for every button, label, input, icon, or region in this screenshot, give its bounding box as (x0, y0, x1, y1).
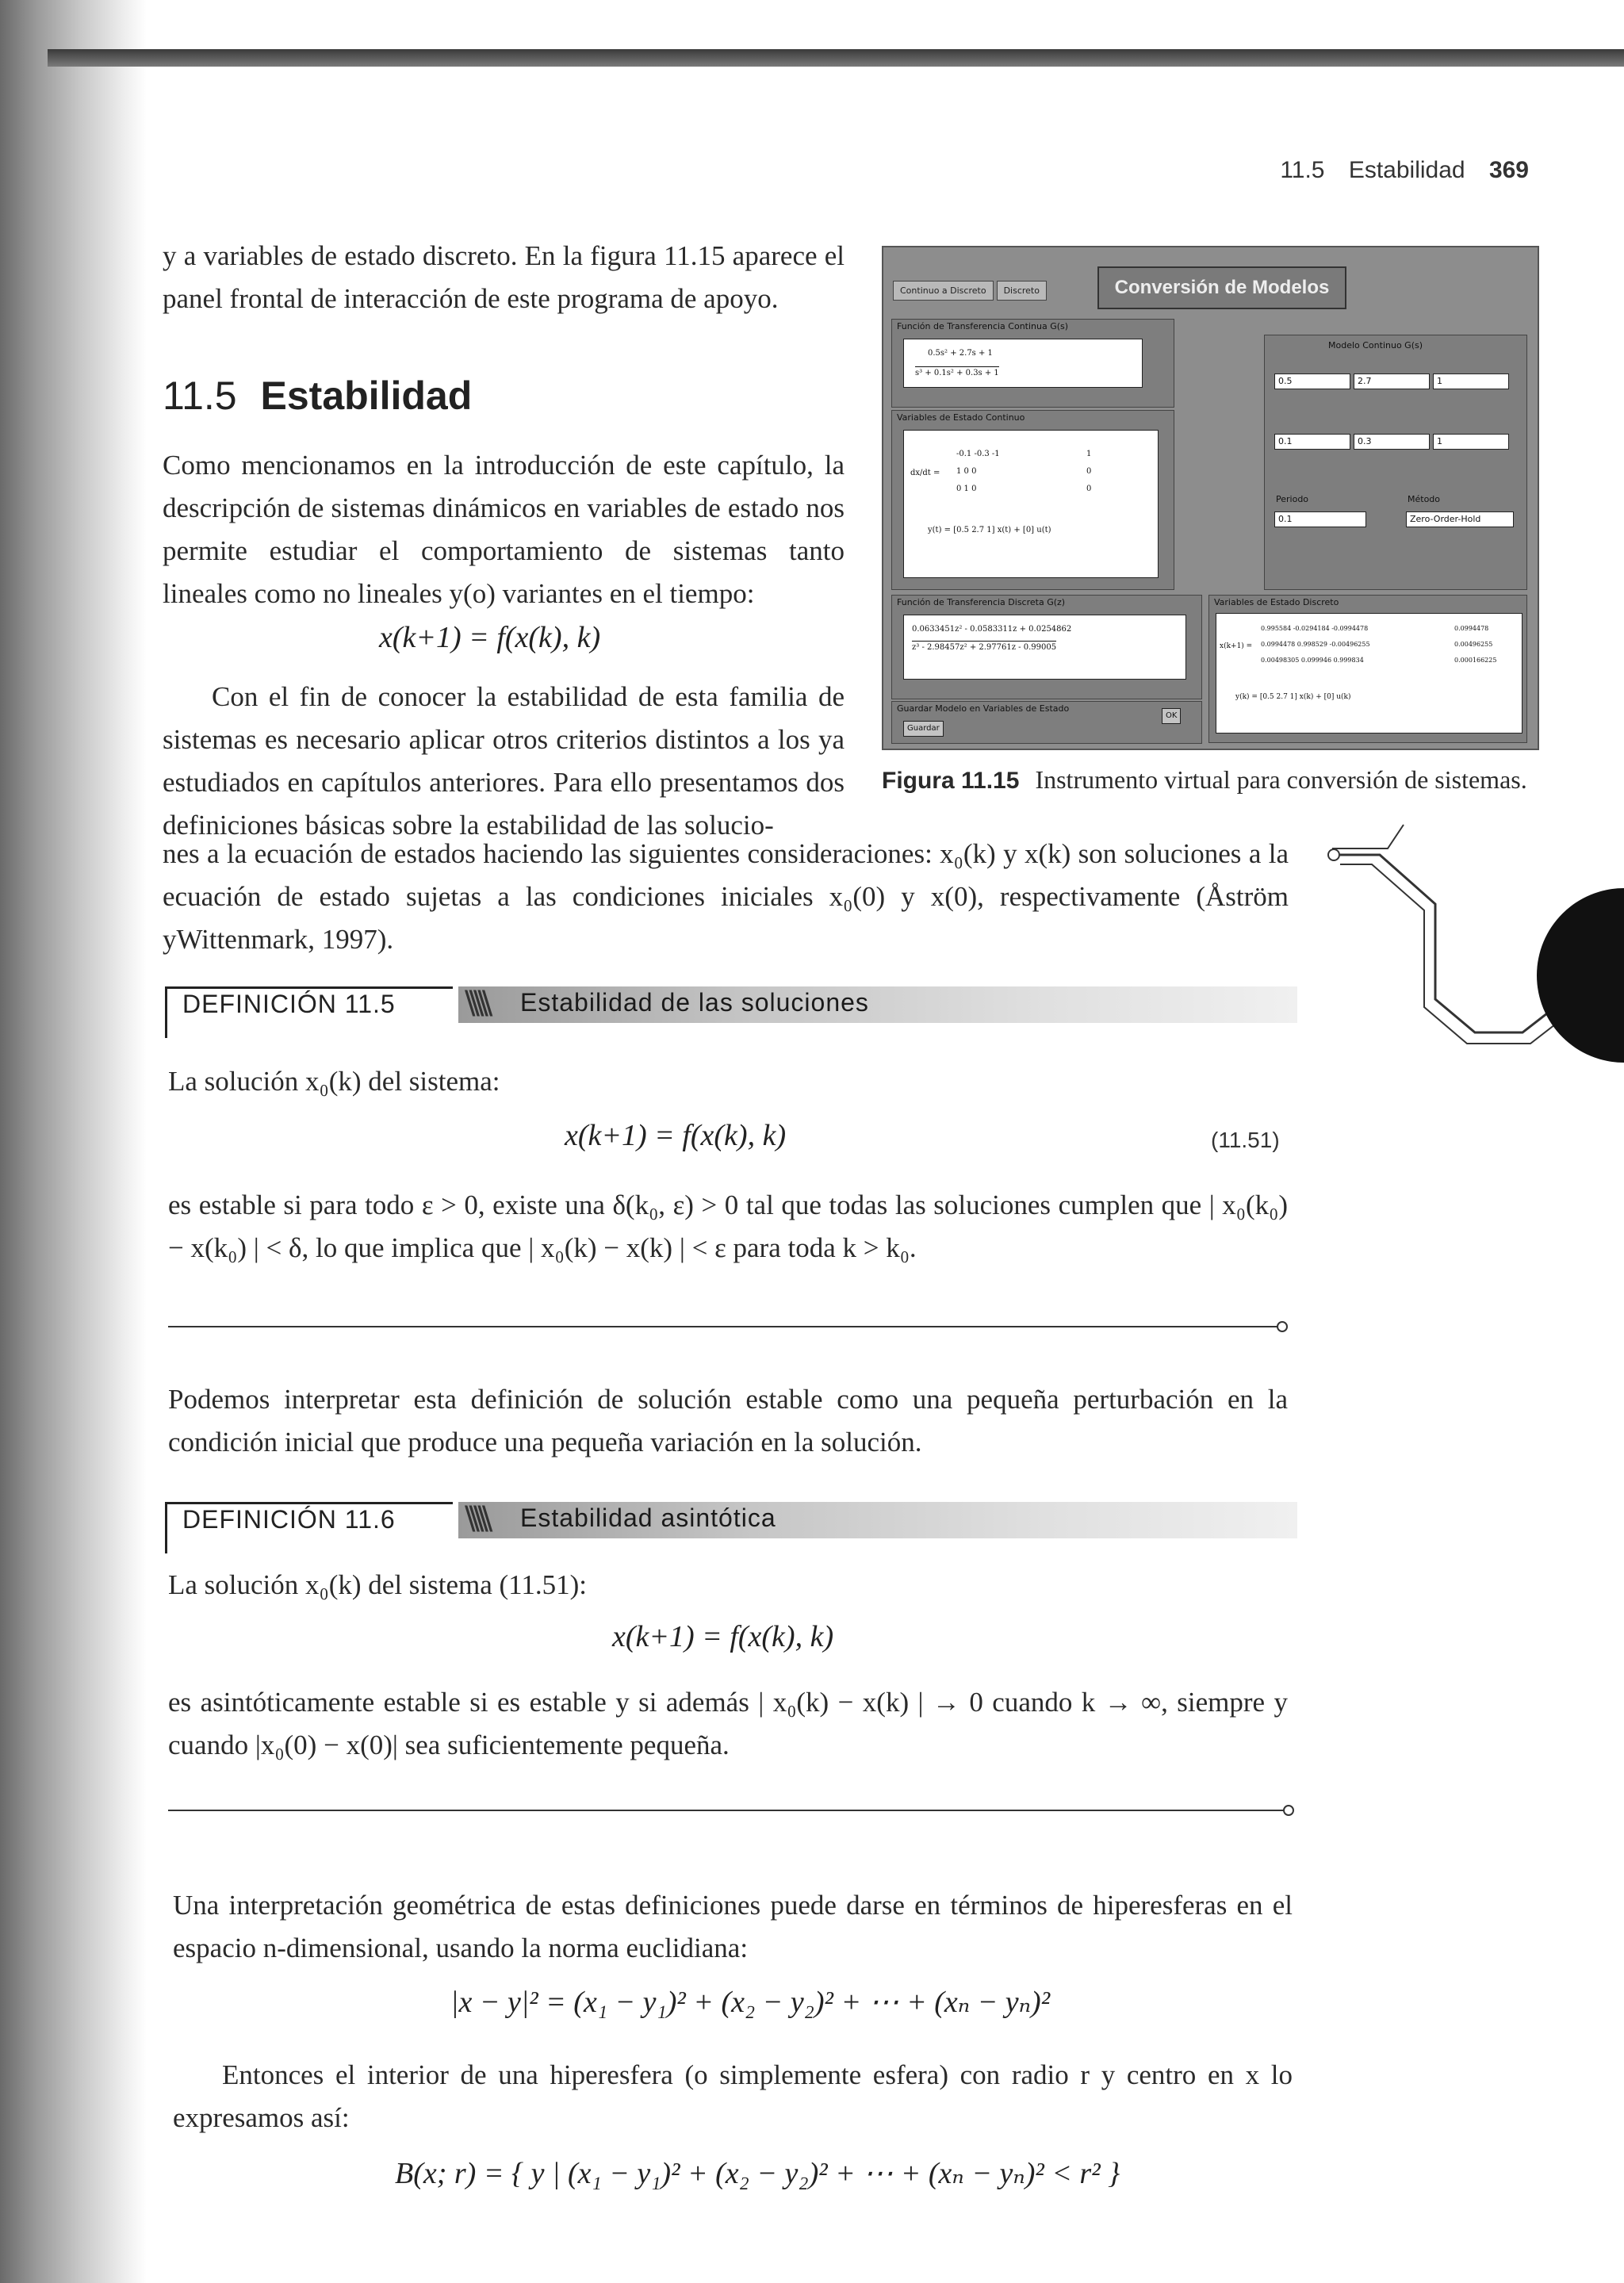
paragraph-hypersphere: Entonces el interior de una hiperesfera (o simplemente esfera) con radio r y centro en x lo expresamos así: (173, 2059, 1293, 2133)
trace-node (1328, 849, 1339, 860)
matrix-ad-row-1: 0.995584 -0.0294184 -0.0994478 (1261, 625, 1369, 632)
param-field-4[interactable]: 0.1 (1274, 434, 1350, 450)
figure-caption-text: Instrumento virtual para conversión de sistemas. (1035, 765, 1527, 794)
paragraph-interpretation: Podemos interpretar esta definición de solución estable como una pequeña perturbación en la condición inicial que produce una pequeña variación en la solución. (168, 1384, 1288, 1458)
definition-11-6-title: Estabilidad asintótica (520, 1503, 776, 1532)
section-title: Estabilidad (260, 373, 473, 418)
definition-11-5-intro: La solución x₀(k) del sistema: (168, 1066, 500, 1097)
matrix-b-row-2: 0 (1086, 467, 1092, 476)
ok-button[interactable]: OK (1162, 708, 1181, 724)
matrix-bd-row-3: 0.000166225 (1454, 657, 1497, 664)
panel-ft-discreta (891, 595, 1202, 699)
ft-continua-numerator: 0.5s² + 2.7s + 1 (928, 349, 993, 358)
page-binding-shadow (0, 0, 147, 2283)
hatch-mark-icon: \\\\\ (465, 1500, 487, 1537)
definition-11-6-intro: La solución x₀(k) del sistema (11.51): (168, 1569, 588, 1600)
tab-discreto[interactable]: Discreto (997, 281, 1047, 301)
intro-paragraph: y a variables de estado discreto. En la figura 11.15 aparece el panel frontal de interacción de este programa de apoyo. (163, 240, 845, 314)
paragraph-considerations: nes a la ecuación de estados haciendo las siguientes consideraciones: x₀(k) y x(k) son soluciones a la ecuación de estado sujetas a las condiciones iniciales x₀(0) y x(0), respectivamente (Åström yWittenmark, 1997). (163, 838, 1289, 955)
dxdt-label: dx/dt = (910, 469, 940, 477)
panel-ve-discreto-label: Variables de Estado Discreto (1214, 597, 1339, 607)
ve-discreto-display (1216, 613, 1522, 734)
tab-continuo-a-discreto[interactable]: Continuo a Discreto (893, 281, 994, 301)
panel-parameters-label: Modelo Continuo G(s) (1328, 340, 1423, 350)
figure-caption (882, 765, 1619, 795)
matrix-bd-row-1: 0.0994478 (1454, 625, 1489, 632)
definition-11-6-end-rule (168, 1810, 1285, 1811)
matrix-ad-row-2: 0.0994478 0.998529 -0.00496255 (1261, 641, 1370, 648)
page-top-edge (48, 49, 1624, 67)
equation-euclidean-norm: |x − y|² = (x₁ − y₁)² + (x₂ − y₂)² + ⋯ + (xₙ − yₙ)² (450, 1986, 1051, 2019)
definition-11-6-body: es asintóticamente estable si es estable y si además | x₀(k) − x(k) | → 0 cuando k → ∞, siempre y cuando |x₀(0) − x(0)| sea suficientemente pequeña. (168, 1687, 1288, 1760)
equation-number-11-51: (11.51) (1211, 1128, 1280, 1152)
section-heading (163, 373, 472, 419)
definition-11-5-title: Estabilidad de las soluciones (520, 988, 869, 1017)
figure-tab-bar (893, 281, 1050, 301)
matrix-b-row-1: 1 (1086, 450, 1092, 458)
periodo-label: Periodo (1276, 494, 1309, 504)
ft-discreta-denominator: z³ - 2.98457z² + 2.97761z - 0.99005 (912, 641, 1056, 652)
circuit-trace-decoration (1316, 817, 1624, 1086)
metodo-select[interactable]: Zero-Order-Hold (1406, 511, 1514, 527)
matrix-a-row-2: 1 0 0 (956, 467, 977, 476)
panel-ve-continuo-label: Variables de Estado Continuo (897, 412, 1025, 423)
header-section-title: Estabilidad (1348, 157, 1465, 183)
running-header (1280, 157, 1529, 184)
panel-ft-continua (891, 319, 1174, 408)
metodo-label: Método (1408, 494, 1441, 504)
trace-line-upper (1332, 825, 1404, 848)
matrix-a-row-3: 0 1 0 (956, 485, 977, 493)
ft-continua-denominator: s³ + 0.1s² + 0.3s + 1 (915, 366, 999, 377)
panel-ft-discreta-label: Función de Transferencia Discreta G(z) (897, 597, 1066, 607)
definition-11-6-equation: x(k+1) = f(x(k), k) (612, 1620, 834, 1653)
figure-virtual-instrument (882, 246, 1539, 750)
panel-ft-continua-label: Función de Transferencia Continua G(s) (897, 321, 1069, 331)
ft-continua-display (903, 339, 1143, 388)
rule-end-node (1283, 1805, 1294, 1816)
matrix-bd-row-2: 0.00496255 (1454, 641, 1493, 648)
periodo-field[interactable]: 0.1 (1274, 511, 1366, 527)
param-field-3[interactable]: 1 (1433, 373, 1509, 389)
panel-guardar (891, 701, 1202, 744)
param-field-1[interactable]: 0.5 (1274, 373, 1350, 389)
definition-11-5-label: DEFINICIÓN 11.5 (182, 990, 396, 1018)
definition-11-5-end-rule (168, 1326, 1278, 1327)
matrix-b-row-3: 0 (1086, 485, 1092, 493)
hatch-mark-icon: \\\\\ (465, 985, 487, 1021)
definition-11-5-header (165, 982, 1297, 1037)
ft-discreta-display (903, 615, 1186, 680)
section-number: 11.5 (163, 373, 237, 418)
xk1-label: x(k+1) = (1220, 642, 1253, 650)
figure-panel-title: Conversión de Modelos (1097, 266, 1346, 309)
paragraph-criteria: Con el fin de conocer la estabilidad de esta familia de sistemas es necesario aplicar otros criterios distintos a los ya estudiados en capítulos anteriores. Para ello presentamos dos definiciones básicas sobre la estabilidad de las solucio- (163, 681, 845, 841)
definition-11-6-label: DEFINICIÓN 11.6 (182, 1505, 396, 1534)
panel-ve-discreto (1208, 595, 1527, 743)
header-section-number: 11.5 (1280, 157, 1325, 183)
equation-ball: B(x; r) = { y | (x₁ − y₁)² + (x₂ − y₂)² + ⋯ + (xₙ − yₙ)² < r² } (395, 2157, 1120, 2190)
paragraph-intro-variables: Como mencionamos en la introducción de este capítulo, la descripción de sistemas dinámicos en variables de estado nos permite estudiar el comportamiento de sistemas tanto lineales como no lineales y(o) variantes en el tiempo: (163, 450, 845, 609)
definition-11-5-body: es estable si para todo ε > 0, existe una δ(k₀, ε) > 0 tal que todas las soluciones cumplen que | x₀(k₀) − x(k₀) | < δ, lo que implica que | x₀(k) − x(k) | < ε para toda k > k₀. (168, 1189, 1288, 1263)
matrix-ad-row-3: 0.00498305 0.099946 0.999834 (1261, 657, 1364, 664)
paragraph-geometric: Una interpretación geométrica de estas definiciones puede darse en términos de hiperesferas en el espacio n-dimensional, usando la norma euclidiana: (173, 1890, 1293, 1963)
param-field-6[interactable]: 1 (1433, 434, 1509, 450)
matrix-a-row-1: -0.1 -0.3 -1 (956, 450, 1000, 458)
panel-ve-continuo (891, 410, 1174, 590)
ve-discreto-output: y(k) = [0.5 2.7 1] x(k) + [0] u(k) (1235, 693, 1351, 701)
param-field-5[interactable]: 0.3 (1354, 434, 1430, 450)
black-semicircle-tab (1537, 888, 1624, 1063)
figure-caption-label: Figura 11.15 (882, 768, 1020, 794)
panel-parameters (1264, 335, 1527, 590)
rule-end-node (1277, 1321, 1288, 1332)
ve-continuo-display (903, 430, 1159, 578)
definition-11-6-header (165, 1497, 1297, 1553)
guardar-button[interactable]: Guardar (903, 721, 944, 737)
ve-continuo-output: y(t) = [0.5 2.7 1] x(t) + [0] u(t) (928, 526, 1051, 534)
equation-system: x(k+1) = f(x(k), k) (379, 621, 601, 654)
page-number: 369 (1488, 157, 1529, 183)
panel-guardar-label: Guardar Modelo en Variables de Estado (897, 703, 1070, 714)
ft-discreta-numerator: 0.0633451z² - 0.0583311z + 0.0254862 (912, 625, 1072, 634)
definition-11-5-equation: x(k+1) = f(x(k), k) (565, 1119, 787, 1152)
param-field-2[interactable]: 2.7 (1354, 373, 1430, 389)
